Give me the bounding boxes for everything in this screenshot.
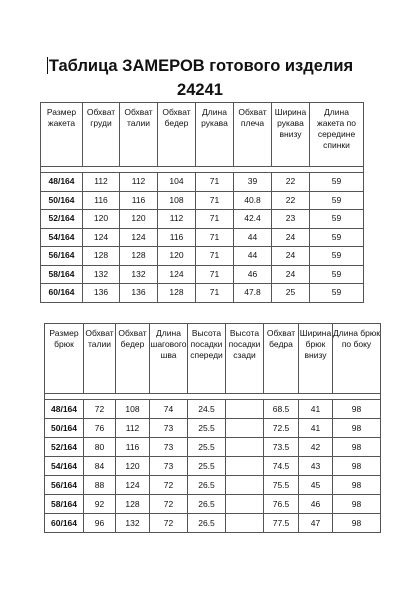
value-cell: 108 <box>116 400 150 419</box>
value-cell: 136 <box>120 284 158 303</box>
table-row <box>41 284 364 303</box>
value-cell: 120 <box>116 457 150 476</box>
table-row <box>45 514 381 533</box>
value-cell: 124 <box>120 228 158 247</box>
value-cell: 26.5 <box>188 495 226 514</box>
value-cell: 120 <box>83 210 120 229</box>
value-cell: 98 <box>333 400 381 419</box>
header-cell: Обхват бедер <box>116 324 150 394</box>
value-cell: 75.5 <box>264 476 299 495</box>
value-cell: 98 <box>333 457 381 476</box>
value-cell: 26.5 <box>188 514 226 533</box>
value-cell: 72 <box>150 476 188 495</box>
size-cell: 54/164 <box>45 457 84 476</box>
value-cell: 128 <box>116 495 150 514</box>
value-cell: 128 <box>158 284 196 303</box>
size-cell: 50/164 <box>41 191 83 210</box>
value-cell: 76.5 <box>264 495 299 514</box>
value-cell: 132 <box>83 265 120 284</box>
value-cell: 45 <box>299 476 333 495</box>
value-cell: 112 <box>116 419 150 438</box>
value-cell: 68.5 <box>264 400 299 419</box>
value-cell: 98 <box>333 438 381 457</box>
size-cell: 58/164 <box>41 265 83 284</box>
value-cell: 120 <box>158 247 196 266</box>
value-cell: 116 <box>83 191 120 210</box>
value-cell: 71 <box>196 247 234 266</box>
table-row <box>45 438 381 457</box>
value-cell: 72 <box>84 400 116 419</box>
value-cell: 98 <box>333 495 381 514</box>
value-cell: 136 <box>83 284 120 303</box>
table-row <box>41 265 364 284</box>
header-cell: Обхват бедер <box>158 103 196 167</box>
value-cell <box>226 457 264 476</box>
value-cell: 72 <box>150 514 188 533</box>
value-cell <box>226 476 264 495</box>
value-cell: 47.8 <box>234 284 272 303</box>
value-cell: 112 <box>120 173 158 192</box>
value-cell: 25 <box>272 284 310 303</box>
document-number: 24241 <box>177 81 223 99</box>
value-cell: 98 <box>333 514 381 533</box>
header-cell: Ширина рукава внизу <box>272 103 310 167</box>
size-cell: 56/164 <box>41 247 83 266</box>
value-cell: 71 <box>196 210 234 229</box>
value-cell: 42.4 <box>234 210 272 229</box>
table-row <box>41 173 364 192</box>
jacket-header-row <box>41 103 364 167</box>
value-cell: 59 <box>310 265 364 284</box>
value-cell <box>226 419 264 438</box>
value-cell: 116 <box>158 228 196 247</box>
value-cell: 124 <box>116 476 150 495</box>
value-cell: 71 <box>196 173 234 192</box>
header-cell: Ширина брюк внизу <box>299 324 333 394</box>
header-cell: Размер брюк <box>45 324 84 394</box>
value-cell: 47 <box>299 514 333 533</box>
value-cell: 46 <box>234 265 272 284</box>
header-cell: Длина брюк по боку <box>333 324 381 394</box>
table-row <box>45 476 381 495</box>
table-row <box>45 457 381 476</box>
value-cell: 84 <box>84 457 116 476</box>
value-cell: 24.5 <box>188 400 226 419</box>
value-cell: 22 <box>272 173 310 192</box>
header-cell: Обхват талии <box>84 324 116 394</box>
table-row <box>41 210 364 229</box>
value-cell: 92 <box>84 495 116 514</box>
table-row <box>41 247 364 266</box>
value-cell: 71 <box>196 228 234 247</box>
value-cell: 132 <box>116 514 150 533</box>
size-cell: 48/164 <box>41 173 83 192</box>
value-cell: 124 <box>158 265 196 284</box>
value-cell: 112 <box>158 210 196 229</box>
size-cell: 50/164 <box>45 419 84 438</box>
size-cell: 60/164 <box>45 514 84 533</box>
document-title <box>0 56 400 77</box>
jacket-measurements-table <box>40 102 364 303</box>
value-cell: 74.5 <box>264 457 299 476</box>
value-cell: 112 <box>83 173 120 192</box>
table-row <box>45 495 381 514</box>
value-cell: 104 <box>158 173 196 192</box>
value-cell: 24 <box>272 265 310 284</box>
value-cell: 72.5 <box>264 419 299 438</box>
value-cell: 59 <box>310 210 364 229</box>
size-cell: 52/164 <box>45 438 84 457</box>
value-cell: 71 <box>196 191 234 210</box>
value-cell: 42 <box>299 438 333 457</box>
value-cell: 73 <box>150 419 188 438</box>
text-cursor <box>47 57 48 74</box>
size-cell: 52/164 <box>41 210 83 229</box>
value-cell <box>226 400 264 419</box>
trousers-header-row <box>45 324 381 394</box>
value-cell: 59 <box>310 284 364 303</box>
value-cell: 41 <box>299 400 333 419</box>
value-cell: 77.5 <box>264 514 299 533</box>
value-cell: 25.5 <box>188 457 226 476</box>
value-cell <box>226 495 264 514</box>
header-cell: Размер жакета <box>41 103 83 167</box>
size-cell: 58/164 <box>45 495 84 514</box>
size-cell: 60/164 <box>41 284 83 303</box>
value-cell: 88 <box>84 476 116 495</box>
value-cell <box>226 438 264 457</box>
value-cell: 116 <box>120 191 158 210</box>
value-cell: 73 <box>150 457 188 476</box>
value-cell: 128 <box>83 247 120 266</box>
header-cell: Обхват груди <box>83 103 120 167</box>
value-cell: 59 <box>310 247 364 266</box>
size-cell: 56/164 <box>45 476 84 495</box>
size-cell: 54/164 <box>41 228 83 247</box>
value-cell: 98 <box>333 476 381 495</box>
value-cell: 39 <box>234 173 272 192</box>
value-cell: 128 <box>120 247 158 266</box>
value-cell: 96 <box>84 514 116 533</box>
title-line-1: Таблица ЗАМЕРОВ готового изделия <box>48 57 354 75</box>
value-cell: 44 <box>234 247 272 266</box>
value-cell: 132 <box>120 265 158 284</box>
header-cell: Обхват талии <box>120 103 158 167</box>
value-cell: 59 <box>310 191 364 210</box>
header-cell: Высота посадки спереди <box>188 324 226 394</box>
value-cell: 44 <box>234 228 272 247</box>
value-cell: 26.5 <box>188 476 226 495</box>
jacket-table-body <box>41 173 364 303</box>
value-cell: 108 <box>158 191 196 210</box>
value-cell: 116 <box>116 438 150 457</box>
table-row <box>41 191 364 210</box>
value-cell: 59 <box>310 173 364 192</box>
value-cell: 25.5 <box>188 419 226 438</box>
header-cell: Длина шагового шва <box>150 324 188 394</box>
value-cell: 25.5 <box>188 438 226 457</box>
trousers-measurements-table <box>44 323 381 533</box>
value-cell: 22 <box>272 191 310 210</box>
header-cell: Длина рукава <box>196 103 234 167</box>
value-cell: 124 <box>83 228 120 247</box>
value-cell: 41 <box>299 419 333 438</box>
value-cell: 24 <box>272 247 310 266</box>
size-cell: 48/164 <box>45 400 84 419</box>
value-cell <box>226 514 264 533</box>
table-row <box>45 400 381 419</box>
value-cell: 76 <box>84 419 116 438</box>
value-cell: 59 <box>310 228 364 247</box>
trousers-table-body <box>45 400 381 533</box>
value-cell: 43 <box>299 457 333 476</box>
value-cell: 23 <box>272 210 310 229</box>
value-cell: 40.8 <box>234 191 272 210</box>
header-cell: Обхват плеча <box>234 103 272 167</box>
value-cell: 80 <box>84 438 116 457</box>
value-cell: 73 <box>150 438 188 457</box>
table-row <box>41 228 364 247</box>
value-cell: 98 <box>333 419 381 438</box>
value-cell: 24 <box>272 228 310 247</box>
value-cell: 74 <box>150 400 188 419</box>
value-cell: 72 <box>150 495 188 514</box>
value-cell: 46 <box>299 495 333 514</box>
value-cell: 73.5 <box>264 438 299 457</box>
header-cell: Длина жакета по середине спинки <box>310 103 364 167</box>
header-cell: Обхват бедра <box>264 324 299 394</box>
table-row <box>45 419 381 438</box>
value-cell: 120 <box>120 210 158 229</box>
value-cell: 71 <box>196 284 234 303</box>
header-cell: Высота посадки сзади <box>226 324 264 394</box>
value-cell: 71 <box>196 265 234 284</box>
